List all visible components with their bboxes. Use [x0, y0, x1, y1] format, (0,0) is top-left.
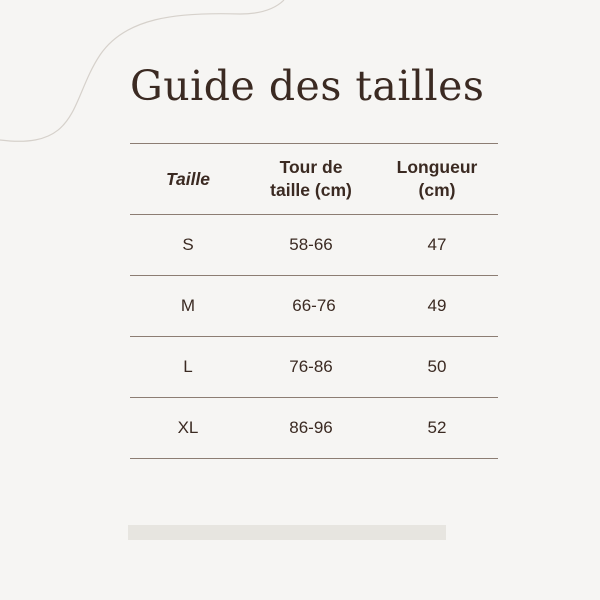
- cell-taille: S: [130, 215, 246, 276]
- cell-longueur: 47: [376, 215, 498, 276]
- cell-longueur: 49: [376, 276, 498, 337]
- cell-tour: 58-66: [246, 215, 376, 276]
- cell-tour: 66-76: [246, 276, 376, 337]
- header-tour-line1: Tour de: [279, 157, 343, 177]
- cell-taille: XL: [130, 398, 246, 459]
- cell-taille: M: [130, 276, 246, 337]
- page-title: Guide des tailles: [130, 62, 485, 110]
- header-taille: Taille: [130, 144, 246, 215]
- table-header-row: [130, 144, 498, 215]
- cell-tour: 76-86: [246, 337, 376, 398]
- footer-bar: [128, 525, 446, 540]
- header-longueur-line1: Longueur: [396, 157, 478, 177]
- table-row: [130, 337, 498, 398]
- table-row: [130, 398, 498, 459]
- header-tour-de-taille: [246, 144, 376, 215]
- header-longueur: [376, 144, 498, 215]
- header-tour-line2: taille (cm): [270, 180, 352, 200]
- header-longueur-line2: (cm): [418, 180, 456, 200]
- size-table: [130, 143, 498, 459]
- cell-taille: L: [130, 337, 246, 398]
- table-row: [130, 215, 498, 276]
- table-row: [130, 276, 498, 337]
- cell-longueur: 52: [376, 398, 498, 459]
- cell-longueur: 50: [376, 337, 498, 398]
- cell-tour: 86-96: [246, 398, 376, 459]
